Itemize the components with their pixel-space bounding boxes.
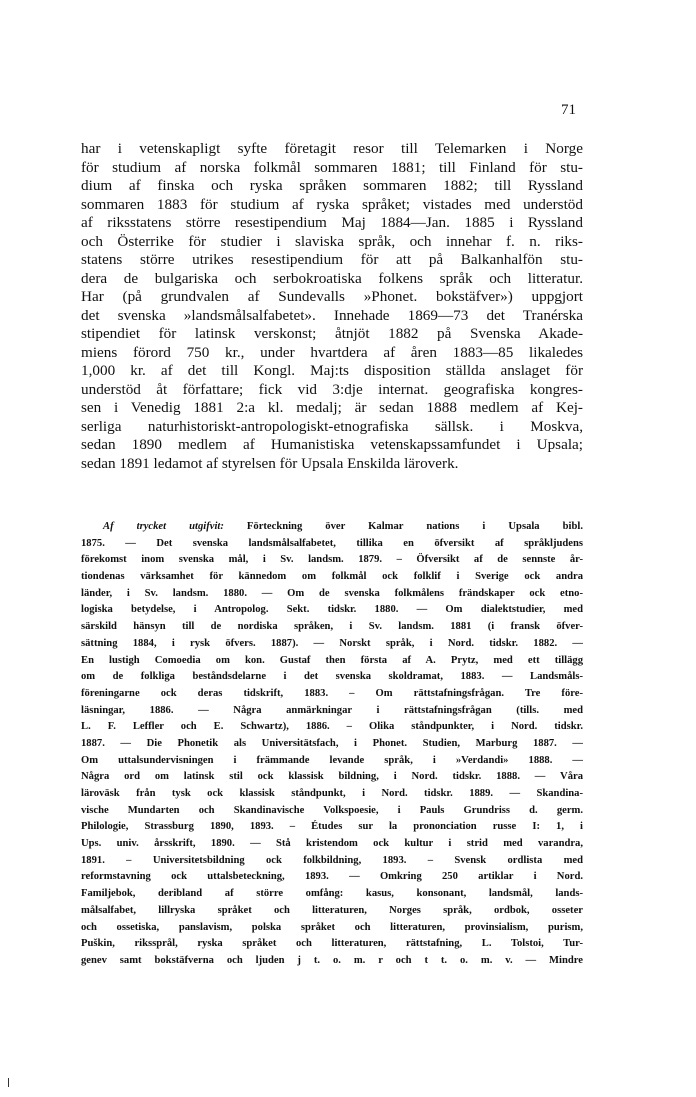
page-number: 71 — [561, 102, 576, 118]
bibliography-line: föreningarne ock deras tidskrift, 1883. – Om rättstafningsfrågan. Tre före- — [81, 687, 583, 699]
bibliography-line: 1891. – Universitetsbildning ock folkbildning, 1893. – Svensk ordlista med — [81, 854, 583, 866]
bibliography-line: Några ord om latinsk stil ock klassisk bildning, i Nord. tidskr. 1888. — Våra — [81, 771, 583, 783]
text-line: 1,000 kr. af det till Kongl. Maj:ts disposition ställda anslaget för — [81, 362, 583, 379]
text-line: det svenska »landsmålsalfabetet». Innehade 1869—73 det Tranérska — [81, 306, 583, 324]
bibliography-line: Philologie, Strassburg 1890, 1893. – Études sur la prononciation russe I: 1, i — [81, 821, 583, 833]
bibliography-line: Om uttalsundervisningen i främmande levande språk, i »Verdandi» 1888. — — [81, 754, 583, 766]
bibliography-line: logiska betydelse, i Antropolog. Sekt. tidskr. 1880. — Om dialektstudier, med — [81, 604, 583, 616]
bibliography-line — [81, 519, 583, 536]
text-line: och Österrike för studier i slaviska språk, och innehar f. n. riks- — [81, 232, 583, 250]
bibliography-line: Ups. univ. årsskrift, 1890. — Stå kristendom ock kultur i strid med varandra, — [81, 838, 583, 850]
bibliography-line: Familjebok, deribland af större omfång: kasus, konsonant, landsmål, lands- — [81, 888, 583, 900]
text-line: sedan 1891 ledamot af styrelsen för Upsala Enskilda läroverk. — [81, 454, 459, 472]
bibliography-line: förekomst inom svenska mål, i Sv. landsm. 1879. – Öfversikt af de sennste år- — [81, 554, 583, 566]
text-line: miens förord 750 kr., under hvartdera af åren 1883—85 likaledes — [81, 343, 583, 361]
biography-paragraph — [81, 140, 583, 473]
text-line: har i vetenskapligt syfte företagit resor till Telemarken i Norge — [81, 140, 583, 157]
bibliography-line: om de folkliga beståndsdelarne i det svenska skoldramat, 1883. — Landsmåls- — [81, 671, 583, 683]
bibliography-line: L. F. Leffler och E. Schwartz), 1886. – Olika ståndpunkter, i Nord. tidskr. — [81, 721, 583, 733]
bibliography-line: reformstavning ock uttalsbeteckning, 1893. — Omkring 250 artiklar i Nord. — [81, 871, 583, 883]
text-line: stipendiet för latinsk verskonst; åtnjöt 1882 på Svenska Akade- — [81, 325, 583, 342]
text-line: serliga naturhistoriskt-antropologiskt-etnografiska sällsk. i Moskva, — [81, 417, 583, 435]
bibliography-heading: Af trycket utgifvit: — [103, 521, 224, 532]
scan-edge-mark — [8, 1078, 9, 1087]
text-line: statens större utrikes resestipendium för att på Balkanhalfön stu- — [81, 251, 583, 268]
bibliography-line: och ossetiska, panslavism, polska språket och litteraturen, provinsialism, purism, — [81, 921, 583, 933]
bibliography-line: 1887. — Die Phonetik als Universitätsfach, i Phonet. Studien, Marburg 1887. — — [81, 737, 583, 749]
bibliography-line: sättning 1884, i rysk öfvers. 1887). — Norskt språk, i Nord. tidskr. 1882. — — [81, 637, 583, 649]
bibliography-line: särskild hänsyn till de nordiska språken, i Sv. landsm. 1881 (i fransk öfver- — [81, 621, 583, 633]
bibliography-line: vische Mundarten och Skandinavische Volkspoesie, i Pauls Grundriss d. germ. — [81, 804, 583, 816]
text-line: dera de bulgariska och serbokroatiska folkens språk och litteratur. — [81, 269, 583, 287]
text-line: understöd åt författare; fick vid 3:dje internat. geografiska kongres- — [81, 380, 583, 398]
bibliography-line: läsningar, 1886. — Några anmärkningar i rättstafningsfrågan (tills. med — [81, 704, 583, 716]
text-line: Har (på grundvalen af Sundevalls »Phonet. bokstäfver») uppgjort — [81, 288, 583, 305]
text-line: af riksstatens större resestipendium Maj 1884—Jan. 1885 i Ryssland — [81, 214, 583, 231]
bibliography-line: En lustigh Comoedia om kon. Gustaf then första af A. Prytz, med ett tillägg — [81, 654, 583, 666]
bibliography-line: Puškin, rikssprål, ryska språket och litteraturen, rättstafning, L. Tolstoi, Tur- — [81, 938, 583, 950]
bibliography-paragraph — [81, 519, 583, 970]
text-line: sen i Venedig 1881 2:a kl. medalj; är sedan 1888 medlem af Kej- — [81, 399, 583, 416]
text-line: dium af finska och ryska språken sommaren 1882; till Ryssland — [81, 177, 583, 194]
bibliography-line: tiondenas värksamhet för kännedom om folkmål ock folklif i Sverige ock andra — [81, 571, 583, 583]
bibliography-line: 1875. — Det svenska landsmålsalfabetet, tillika en öfversikt af språkljudens — [81, 537, 583, 549]
bibliography-line: genev samt bokstäfverna och ljuden j t. o. m. r och t t. o. m. v. — Mindre — [81, 954, 583, 966]
bibliography-line: målsalfabet, lillryska språket och litteraturen, Norges språk, ordbok, osseter — [81, 904, 583, 916]
text-line: sommaren 1883 för studium af ryska språket; vistades med understöd — [81, 195, 583, 213]
text-line: sedan 1890 medlem af Humanistiska vetenskapssamfundet i Upsala; — [81, 436, 583, 453]
bibliography-line: länder, i Sv. landsm. 1880. — Om de svenska folkmålens frändskaper ock etno- — [81, 587, 583, 599]
bibliography-line: läroväsk från tysk ock klassisk ståndpunkt, i Nord. tidskr. 1889. — Skandina- — [81, 788, 583, 799]
bibliography-first-line: Förteckning över Kalmar nations i Upsala bibl. — [223, 521, 583, 532]
text-line: för studium af norska folkmål sommaren 1881; till Finland för stu- — [81, 158, 583, 176]
